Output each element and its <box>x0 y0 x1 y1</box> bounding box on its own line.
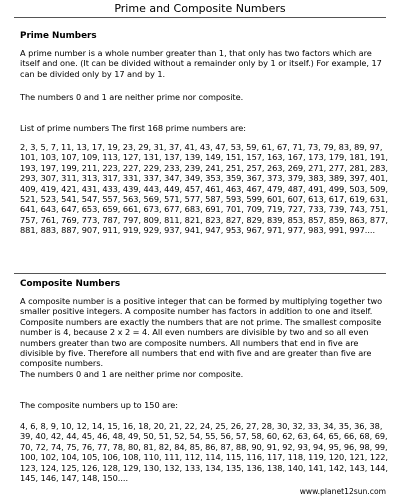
composite-list-intro: The composite numbers up to 150 are: <box>20 400 178 410</box>
prime-note: The numbers 0 and 1 are neither prime nor composite. <box>20 92 244 102</box>
page-title: Prime and Composite Numbers <box>114 2 286 15</box>
title-divider <box>14 17 386 18</box>
composite-note: The numbers 0 and 1 are neither prime nor composite. <box>20 369 244 379</box>
composite-list: 4, 6, 8, 9, 10, 12, 14, 15, 16, 18, 20, 21, 22, 24, 25, 26, 27, 28, 30, 32, 33, 34, 35, 36, 38, 39, 40, 42, 44, 45, 46, 48, 49, 50, 51, 52, 54, 55, 56, 57, 58, 60, 62, 63, 64, 65, 66, 68, 69, 70, 72, 74, 75, 76, 77, 78, 80, 81, 82, 84, 85, 86, 87, 88, 90, 91, 92, 93, 94, 95, 96, 98, 99, 100, 102, 104, 105, 106, 108, 110, 111, 112, 114, 115, 116, 117, 118, 119, 120, 121, 122, 123, 124, 125, 126, 128, 129, 130, 132, 133, 134, 135, 136, 138, 140, 141, 142, 143, 144, 145, 146, 147, 148, 150.... <box>20 421 388 484</box>
prime-heading: Prime Numbers <box>20 31 97 41</box>
prime-list-intro: List of prime numbers The first 168 prime numbers are: <box>20 123 246 133</box>
section-divider <box>14 273 386 274</box>
composite-heading: Composite Numbers <box>20 279 121 289</box>
footer-website: www.planet12sun.com <box>299 487 386 496</box>
prime-definition: A prime number is a whole number greater than 1, that only has two factors which are itself and one. (It can be divided without a remainder only by 1 or itself.) For example, 17 can be divided only by 17 and by 1. <box>20 48 382 79</box>
prime-list: 2, 3, 5, 7, 11, 13, 17, 19, 23, 29, 31, 37, 41, 43, 47, 53, 59, 61, 67, 71, 73, 79, 83, 89, 97, 101, 103, 107, 109, 113, 127, 131, 137, 139, 149, 151, 157, 163, 167, 173, 179, 181, 191, 193, 197, 199, 211, 223, 227, 229, 233, 239, 241, 251, 257, 263, 269, 271, 277, 281, 283, 293, 307, 311, 313, 317, 331, 337, 347, 349, 353, 359, 367, 373, 379, 383, 389, 397, 401, 409, 419, 421, 431, 433, 439, 443, 449, 457, 461, 463, 467, 479, 487, 491, 499, 503, 509, 521, 523, 541, 547, 557, 563, 569, 571, 577, 587, 593, 599, 601, 607, 613, 617, 619, 631, 641, 643, 647, 653, 659, 661, 673, 677, 683, 691, 701, 709, 719, 727, 733, 739, 743, 751, 757, 761, 769, 773, 787, 797, 809, 811, 821, 823, 827, 829, 839, 853, 857, 859, 863, 877, 881, 883, 887, 907, 911, 919, 929, 937, 941, 947, 953, 967, 971, 977, 983, 991, 997.... <box>20 142 388 236</box>
composite-definition: A composite number is a positive integer that can be formed by multiplying together two smaller positive integers. A composite number has factors in addition to one and itself. Composite numbers are exactly the numbers that are not prime. The smallest composite number is 4, because 2 x 2 = 4. All even numbers are divisible by two and so all even numbers greater than two are composite numbers. All numbers that end in five are divisible by five. Therefore all numbers that end with five and are greater than five are composite numbers. <box>20 296 383 369</box>
